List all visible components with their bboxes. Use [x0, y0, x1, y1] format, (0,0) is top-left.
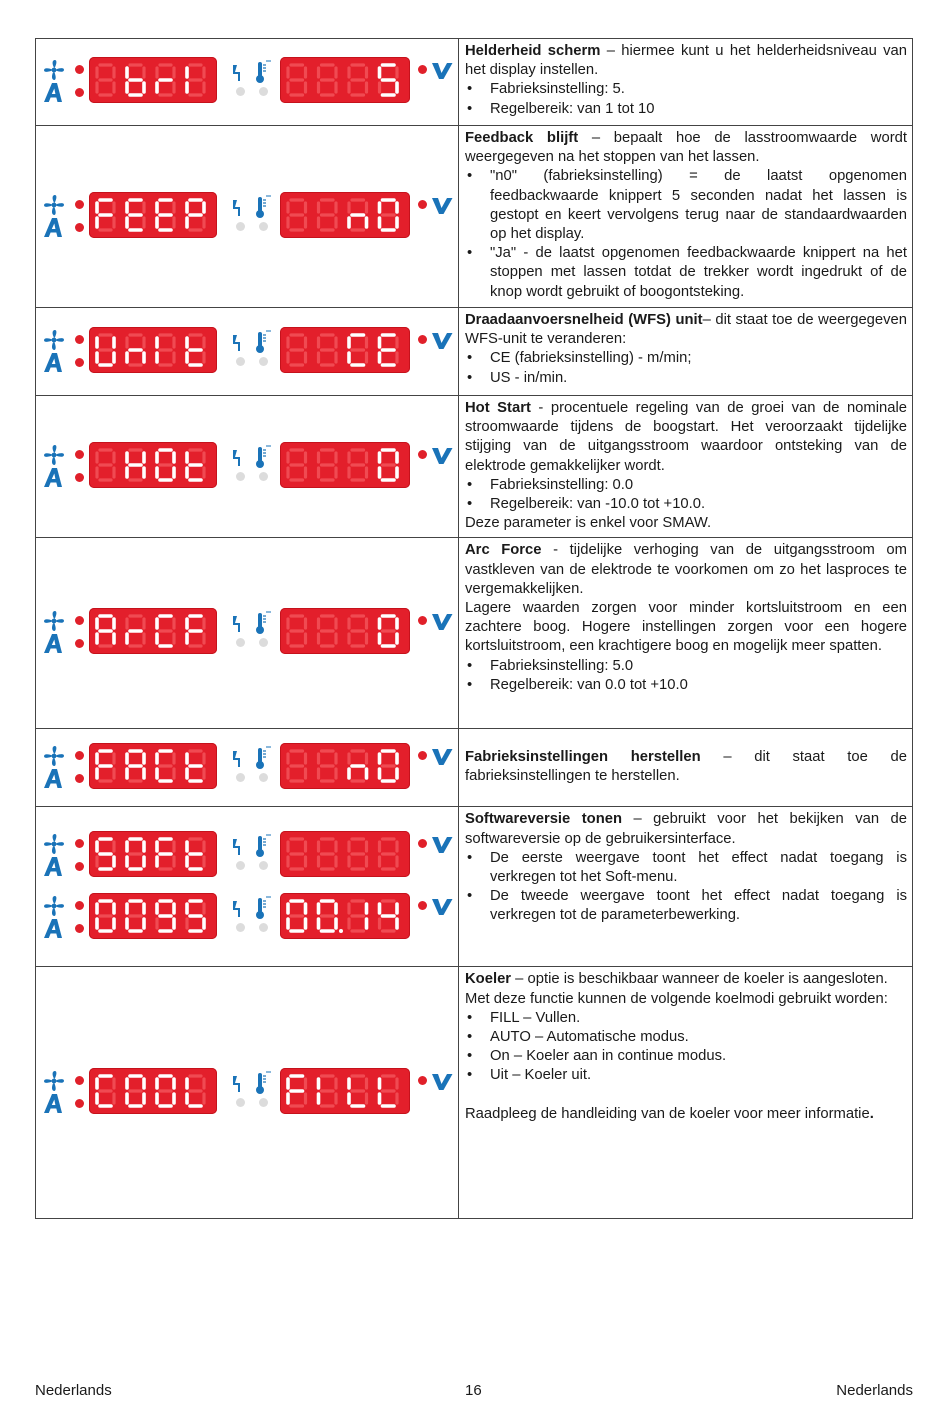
right-display-digit [288, 200, 306, 230]
parameter-intro: – bepaalt hoe de lasstroomwaarde wordt weergegeven na het stoppen van het lassen. [465, 130, 907, 166]
fan-icon [42, 444, 66, 466]
right-display [280, 743, 410, 789]
parameter-title: Helderheid scherm [465, 43, 601, 59]
panel-cell [36, 126, 459, 308]
right-led [418, 200, 427, 209]
right-led [418, 1076, 427, 1085]
left-display [89, 743, 217, 789]
left-display-digit [187, 751, 204, 781]
bullet-item: • Uit – Koeler uit. [465, 1066, 907, 1085]
panel-cell [36, 967, 459, 1219]
left-display-digit [157, 200, 174, 230]
control-panel-display [42, 893, 452, 943]
right-display-digit [319, 616, 337, 646]
right-display-digit [288, 751, 306, 781]
page-number: 16 [465, 1382, 482, 1399]
left-display [89, 442, 217, 488]
right-display-digit [380, 1076, 398, 1106]
parameter-intro: – dit staat toe de weergegeven WFS-unit te veranderen: [465, 312, 907, 348]
bullet-item: • "Ja" - de laatst opgenomen feedbackwaarde knippert na het stoppen met lassen totdat de trekker wordt ingedrukt of de knop wordt gebruikt of boogontsteking. [465, 244, 907, 302]
parameter-intro: – dit staat toe de fabrieksinstellingen te herstellen. [465, 749, 907, 785]
right-led [418, 450, 427, 459]
left-display-digit [97, 200, 114, 230]
status-led-2 [259, 773, 268, 782]
description-cell [459, 308, 913, 396]
status-led-2 [259, 472, 268, 481]
right-led [418, 335, 427, 344]
thermometer-icon [254, 195, 272, 219]
volt-icon [431, 1073, 453, 1091]
bullet-list [465, 167, 907, 301]
parameter-note: Deze parameter is enkel voor SMAW. [465, 515, 712, 532]
bullet-item: • Regelbereik: van 0.0 tot +10.0 [465, 676, 907, 695]
panel-cell [36, 807, 459, 967]
right-display-digit [288, 839, 306, 869]
left-led-bottom [75, 473, 84, 482]
bullet-item: • On – Koeler aan in continue modus. [465, 1047, 907, 1066]
right-display [280, 608, 410, 654]
left-led-top [75, 200, 84, 209]
left-led-bottom [75, 774, 84, 783]
parameter-title: Feedback blijft [465, 130, 579, 146]
right-display-digit [288, 616, 306, 646]
right-display-digit [380, 200, 398, 230]
bullet-item: • De eerste weergave toont het effect nadat toegang is verkregen tot het Soft-menu. [465, 849, 907, 887]
fan-icon [42, 1070, 66, 1092]
right-display-digit [288, 65, 306, 95]
left-display-digit [157, 616, 174, 646]
control-panel-display [42, 743, 452, 793]
left-display-digit [127, 450, 144, 480]
description-cell [459, 39, 913, 126]
right-display [280, 442, 410, 488]
left-display [89, 831, 217, 877]
arc-bolt-icon [232, 199, 242, 217]
thermometer-icon [254, 60, 272, 84]
parameter-closing: Raadpleeg de handleiding van de koeler voor meer informatie [465, 1105, 870, 1122]
thermometer-icon [254, 1071, 272, 1095]
bullet-item: • FILL – Vullen. [465, 1009, 907, 1028]
right-display [280, 831, 410, 877]
right-display-digit [349, 1076, 367, 1106]
bullet-list [465, 349, 907, 387]
fan-icon [42, 833, 66, 855]
thermometer-icon [254, 896, 272, 920]
left-display-digit [157, 901, 174, 931]
arc-bolt-icon [232, 900, 242, 918]
left-led-top [75, 450, 84, 459]
right-display-digit [380, 901, 398, 931]
right-display-digit [380, 839, 398, 869]
volt-icon [431, 62, 453, 80]
right-display-digit [319, 450, 337, 480]
status-led-2 [259, 87, 268, 96]
parameter-row [36, 967, 913, 1219]
volt-icon [431, 447, 453, 465]
status-led-1 [236, 472, 245, 481]
right-led [418, 901, 427, 910]
left-led-top [75, 1076, 84, 1085]
volt-icon [431, 898, 453, 916]
parameter-title: Softwareversie tonen [465, 811, 622, 828]
left-display-digit [127, 65, 144, 95]
left-display-digit [157, 751, 174, 781]
parameter-intro: – hiermee kunt u het helderheidsniveau van het display instellen. [465, 43, 907, 79]
bullet-item: • Regelbereik: van 1 tot 10 [465, 100, 907, 119]
right-display-digit [380, 335, 398, 365]
left-display [89, 327, 217, 373]
right-display-digit [380, 450, 398, 480]
status-led-1 [236, 773, 245, 782]
description-cell [459, 538, 913, 729]
left-display [89, 893, 217, 939]
left-display [89, 57, 217, 103]
right-display-digit [288, 901, 306, 931]
left-led-bottom [75, 862, 84, 871]
panel-cell [36, 39, 459, 126]
right-display-digit [349, 65, 367, 95]
status-led-1 [236, 861, 245, 870]
arc-bolt-icon [232, 449, 242, 467]
left-display [89, 192, 217, 238]
ampere-icon [42, 216, 66, 238]
ampere-icon [42, 632, 66, 654]
left-display-digit [97, 1076, 114, 1106]
arc-bolt-icon [232, 64, 242, 82]
control-panel-display [42, 608, 452, 658]
ampere-icon [42, 351, 66, 373]
ampere-icon [42, 917, 66, 939]
right-display-digit [349, 751, 367, 781]
left-display-digit [127, 901, 144, 931]
control-panel-display [42, 192, 452, 242]
panel-cell [36, 308, 459, 396]
left-display-digit [187, 65, 204, 95]
parameter-intro: - tijdelijke verhoging van de uitgangsstroom om vastkleven van de elektrode te voorkomen om zo het lasproces te vergemakkelijken. [465, 542, 907, 597]
panel-cell [36, 729, 459, 807]
right-display-digit [288, 1076, 306, 1106]
parameter-intro: - procentuele regeling van de groei van de nominale stroomwaarde tijdens de boogstart. Het veroorzaakt tijdelijke stijging van de uitgangsstroom waardoor ontsteking van de elektrode gemakkelijker wordt. [465, 400, 907, 474]
right-display-digit [319, 751, 337, 781]
right-led [418, 616, 427, 625]
bullet-list [465, 476, 907, 514]
fan-icon [42, 59, 66, 81]
right-display-digit [349, 901, 367, 931]
left-display-digit [187, 1076, 204, 1106]
ampere-icon [42, 466, 66, 488]
left-display-digit [127, 1076, 144, 1106]
bullet-item: • AUTO – Automatische modus. [465, 1028, 907, 1047]
right-led [418, 65, 427, 74]
parameter-title: Arc Force [465, 542, 542, 559]
right-display-digit [319, 335, 337, 365]
thermometer-icon [254, 746, 272, 770]
left-display-digit [187, 335, 204, 365]
control-panel-display [42, 327, 452, 377]
status-led-1 [236, 638, 245, 647]
parameter-title: Draadaanvoersnelheid (WFS) unit [465, 312, 703, 328]
ampere-icon [42, 855, 66, 877]
control-panel-display [42, 57, 452, 107]
bullet-item: • US - in/min. [465, 369, 907, 388]
left-display-digit [97, 839, 114, 869]
fan-icon [42, 895, 66, 917]
parameter-intro: – gebruikt voor het bekijken van de softwareversie op de gebruikersinterface. [465, 811, 907, 847]
bullet-list [465, 849, 907, 926]
status-led-1 [236, 357, 245, 366]
left-led-top [75, 839, 84, 848]
right-display-digit [319, 839, 337, 869]
footer-language-right: Nederlands [836, 1382, 913, 1399]
arc-bolt-icon [232, 1075, 242, 1093]
ampere-icon [42, 767, 66, 789]
arc-bolt-icon [232, 750, 242, 768]
right-display-digit [349, 200, 367, 230]
parameter-table [35, 38, 913, 1219]
status-led-1 [236, 222, 245, 231]
fan-icon [42, 194, 66, 216]
parameter-title: Fabrieksinstellingen herstellen [465, 749, 701, 766]
right-display-digit [319, 200, 337, 230]
left-display-digit [157, 1076, 174, 1106]
volt-icon [431, 613, 453, 631]
left-display-digit [157, 839, 174, 869]
left-display-digit [97, 751, 114, 781]
left-display-digit [97, 335, 114, 365]
left-display-digit [97, 616, 114, 646]
right-display-digit [288, 335, 306, 365]
status-led-1 [236, 923, 245, 932]
right-display [280, 1068, 410, 1114]
volt-icon [431, 332, 453, 350]
left-display-digit [97, 450, 114, 480]
left-led-bottom [75, 924, 84, 933]
left-led-bottom [75, 1099, 84, 1108]
bullet-list [465, 1009, 907, 1086]
left-display-digit [187, 901, 204, 931]
parameter-row [36, 126, 913, 308]
left-display-digit [97, 901, 114, 931]
right-display [280, 57, 410, 103]
right-display-digit [380, 751, 398, 781]
left-display-digit [157, 335, 174, 365]
left-led-bottom [75, 223, 84, 232]
footer-language-left: Nederlands [35, 1382, 112, 1399]
spacer [465, 1086, 907, 1105]
left-display-digit [97, 65, 114, 95]
right-display [280, 893, 410, 939]
right-display-digit [380, 616, 398, 646]
bullet-item: • CE (fabrieksinstelling) - m/min; [465, 349, 907, 368]
bullet-item: • Fabrieksinstelling: 5. [465, 80, 907, 99]
thermometer-icon [254, 330, 272, 354]
arc-bolt-icon [232, 334, 242, 352]
bullet-item: • "n0" (fabrieksinstelling) = de laatst opgenomen feedbackwaarde knippert 5 seconden nadat het lassen is gestopt en keert vervolgens terug naar de standaardwaarden op het display. [465, 167, 907, 244]
description-cell [459, 126, 913, 308]
bullet-item: • De tweede weergave toont het effect nadat toegang is verkregen tot de parameterbewerking. [465, 887, 907, 925]
status-led-2 [259, 357, 268, 366]
left-display-digit [187, 200, 204, 230]
left-display-digit [127, 335, 144, 365]
status-led-2 [259, 861, 268, 870]
panel-cell [36, 396, 459, 538]
parameter-row [36, 39, 913, 126]
left-display-digit [157, 65, 174, 95]
left-led-top [75, 901, 84, 910]
status-led-2 [259, 923, 268, 932]
parameter-title: Hot Start [465, 400, 531, 416]
panel-cell [36, 538, 459, 729]
left-led-top [75, 616, 84, 625]
right-led [418, 751, 427, 760]
description-cell [459, 396, 913, 538]
bullet-item: • Regelbereik: van -10.0 tot +10.0. [465, 495, 907, 514]
left-led-bottom [75, 88, 84, 97]
closing-period: . [869, 1105, 874, 1122]
control-panel-display [42, 831, 452, 881]
left-display-digit [127, 616, 144, 646]
right-led [418, 839, 427, 848]
left-display-digit [187, 839, 204, 869]
thermometer-icon [254, 445, 272, 469]
left-display [89, 1068, 217, 1114]
parameter-row [36, 308, 913, 396]
left-display-digit [127, 200, 144, 230]
parameter-paragraph: Lagere waarden zorgen voor minder kortsluitstroom en een zachtere boog. Hogere instellingen zorgen voor een hogere kortsluitstroom, een krachtigere boog en mogelijk meer spatten. [465, 600, 907, 655]
right-display-digit [349, 616, 367, 646]
parameter-intro: – optie is beschikbaar wanneer de koeler is aangesloten. [511, 971, 888, 988]
bullet-list [465, 80, 907, 118]
right-display-digit [380, 65, 398, 95]
parameter-row [36, 729, 913, 807]
status-led-1 [236, 1098, 245, 1107]
right-display-digit [349, 839, 367, 869]
control-panel-display [42, 1068, 452, 1118]
left-display-digit [127, 839, 144, 869]
right-display-digit [349, 450, 367, 480]
arc-bolt-icon [232, 838, 242, 856]
right-display-digit [319, 901, 344, 933]
status-led-2 [259, 638, 268, 647]
left-display-digit [157, 450, 174, 480]
thermometer-icon [254, 834, 272, 858]
left-display-digit [187, 450, 204, 480]
volt-icon [431, 748, 453, 766]
left-display-digit [187, 616, 204, 646]
thermometer-icon [254, 611, 272, 635]
left-display [89, 608, 217, 654]
right-display-digit [288, 450, 306, 480]
left-led-bottom [75, 639, 84, 648]
parameter-row [36, 396, 913, 538]
description-cell [459, 967, 913, 1219]
fan-icon [42, 745, 66, 767]
right-display-digit [319, 65, 337, 95]
parameter-row [36, 807, 913, 967]
parameter-row [36, 538, 913, 729]
left-led-bottom [75, 358, 84, 367]
left-led-top [75, 751, 84, 760]
parameter-title: Koeler [465, 971, 512, 988]
ampere-icon [42, 81, 66, 103]
volt-icon [431, 197, 453, 215]
control-panel-display [42, 442, 452, 492]
parameter-paragraph: Met deze functie kunnen de volgende koelmodi gebruikt worden: [465, 990, 888, 1007]
status-led-2 [259, 222, 268, 231]
left-led-top [75, 65, 84, 74]
right-display [280, 327, 410, 373]
arc-bolt-icon [232, 615, 242, 633]
status-led-1 [236, 87, 245, 96]
right-display-digit [319, 1076, 337, 1106]
fan-icon [42, 610, 66, 632]
fan-icon [42, 329, 66, 351]
bullet-list [465, 657, 907, 695]
left-led-top [75, 335, 84, 344]
ampere-icon [42, 1092, 66, 1114]
description-cell [459, 729, 913, 807]
description-cell [459, 807, 913, 967]
status-led-2 [259, 1098, 268, 1107]
right-display [280, 192, 410, 238]
bullet-item: • Fabrieksinstelling: 0.0 [465, 476, 907, 495]
volt-icon [431, 836, 453, 854]
left-display-digit [127, 751, 144, 781]
right-display-digit [349, 335, 367, 365]
bullet-item: • Fabrieksinstelling: 5.0 [465, 657, 907, 676]
